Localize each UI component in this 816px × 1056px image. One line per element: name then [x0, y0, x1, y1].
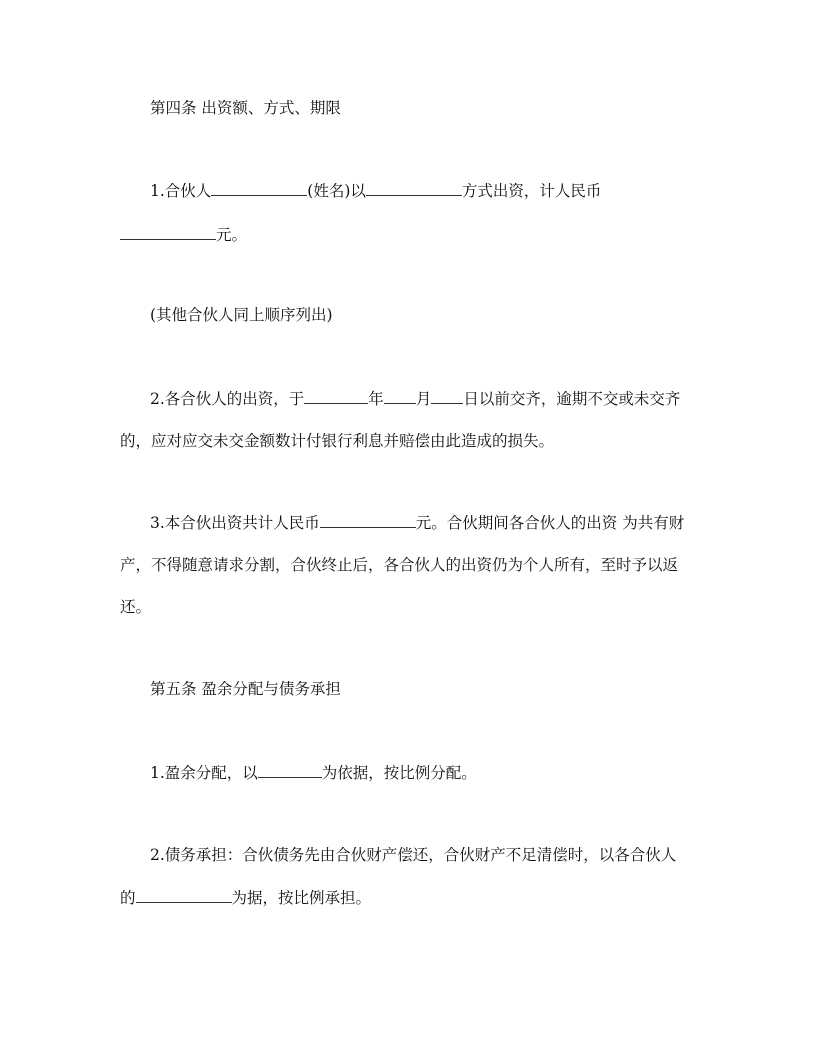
article-5-item-2-line-2 [120, 887, 371, 908]
item-2-line-2-text: 的，应对应交未交金额数计付银行利息并赔偿由此造成的损失。 [120, 432, 555, 450]
article-4-item-3-line-2 [120, 555, 678, 575]
day-label: 日以前交齐，逾期不交或未交齐 [463, 390, 681, 408]
method-blank[interactable] [366, 180, 462, 196]
article-5-item-2-prefix: 的 [120, 889, 136, 907]
item-3-line-3-text: 还。 [120, 598, 152, 616]
article-5-item-2-line-1 [150, 845, 676, 865]
amount-blank[interactable] [120, 224, 216, 240]
article-5-heading [150, 679, 341, 699]
liability-basis-blank[interactable] [136, 887, 232, 903]
month-label: 月 [415, 390, 432, 408]
item-3-rest: 元。合伙期间各合伙人的出资 为共有财 [415, 514, 685, 532]
item-2-prefix: 2.各合伙人的出资，于 [150, 390, 305, 408]
article-5-item-1-prefix: 1.盈余分配，以 [150, 764, 258, 782]
article-4-heading [150, 98, 341, 118]
name-blank[interactable] [211, 180, 307, 196]
item-1-prefix: 1.合伙人 [150, 182, 212, 200]
article-4-item-2-line-1 [150, 388, 680, 409]
article-5-heading-text: 第五条 盈余分配与债务承担 [150, 680, 341, 698]
month-blank[interactable] [384, 388, 416, 404]
article-5-item-1-rest: 为依据，按比例分配。 [321, 764, 477, 782]
item-1-end: 元。 [216, 226, 248, 244]
article-4-item-1-line-2 [120, 224, 247, 245]
article-4-heading-text: 第四条 出资额、方式、期限 [150, 99, 341, 117]
item-3-prefix: 3.本合伙出资共计人民币 [150, 514, 320, 532]
item-1-mid-1: (姓名)以 [307, 182, 366, 200]
article-4-item-2-line-2 [120, 431, 554, 451]
day-blank[interactable] [431, 388, 463, 404]
total-amount-blank[interactable] [320, 512, 416, 528]
article-4-item-1-line-1 [150, 180, 601, 201]
item-3-line-2-text: 产，不得随意请求分割，合伙终止后，各合伙人的出资仍为个人所有，至时予以返 [120, 556, 679, 574]
article-5-item-1 [150, 762, 477, 783]
article-4-note [150, 305, 333, 325]
article-5-item-2-line-1-text: 2.债务承担：合伙债务先由合伙财产偿还，合伙财产不足清偿时，以各合伙人 [150, 846, 677, 864]
article-4-item-3-line-1 [150, 512, 684, 533]
basis-blank[interactable] [258, 762, 322, 778]
year-blank[interactable] [304, 388, 368, 404]
article-4-item-3-line-3 [120, 597, 151, 617]
year-label: 年 [368, 390, 384, 408]
article-5-item-2-rest: 为据，按比例承担。 [231, 889, 372, 907]
note-text: (其他合伙人同上顺序列出) [150, 306, 333, 324]
item-1-mid-2: 方式出资，计人民币 [461, 182, 602, 200]
